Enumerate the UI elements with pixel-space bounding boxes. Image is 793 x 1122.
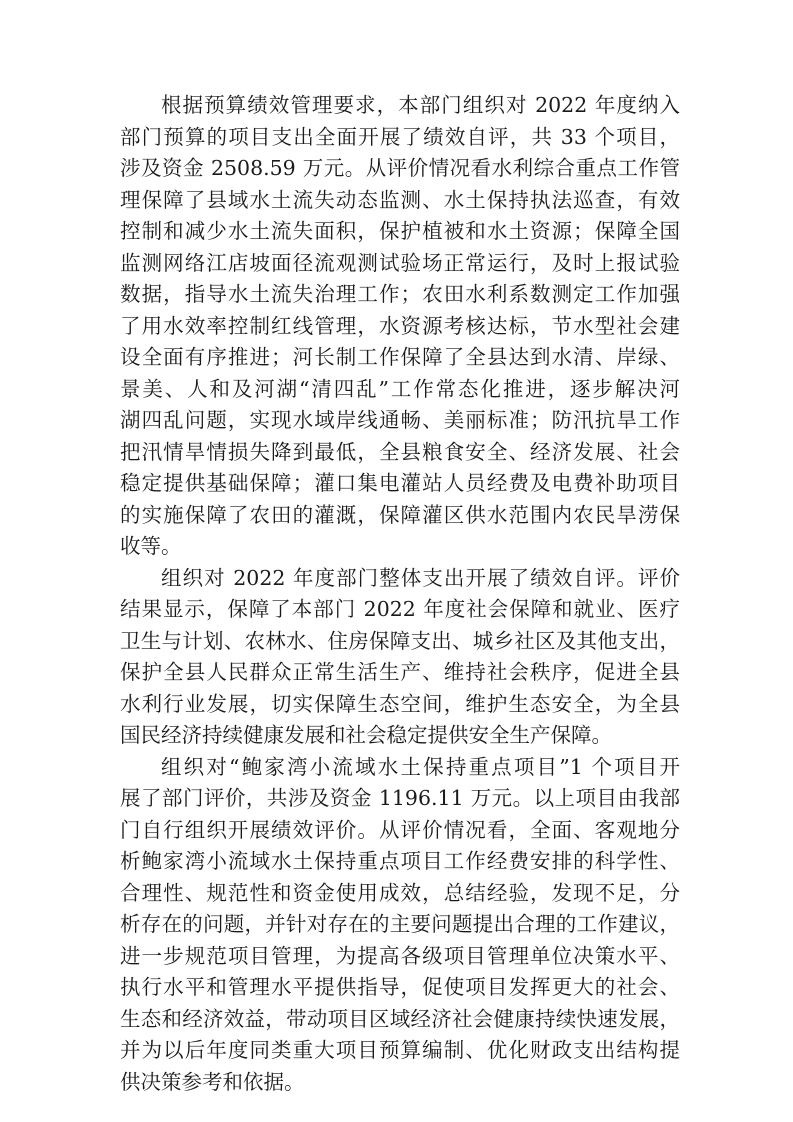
text-line: 门自行组织开展绩效评价。从评价情况看，全面、客观地分 bbox=[120, 817, 680, 842]
document-body bbox=[120, 90, 680, 1098]
text-line: 的实施保障了农田的灌溉，保障灌区供水范围内农民旱涝保 bbox=[120, 502, 680, 527]
text-line: 保护全县人民群众正常生活生产、维持社会秩序，促进全县 bbox=[120, 660, 680, 684]
text-line: 把汛情旱情损失降到最低，全县粮食安全、经济发展、社会 bbox=[120, 439, 680, 464]
text-line: 析存在的问题，并针对存在的主要问题提出合理的工作建议， bbox=[120, 912, 680, 936]
text-line: 理保障了县域水土流失动态监测、水土保持执法巡查，有效 bbox=[120, 187, 680, 212]
text-line: 涉及资金 2508.59 万元。从评价情况看水利综合重点工作管 bbox=[120, 156, 680, 180]
text-line: 合理性、规范性和资金使用成效，总结经验，发现不足，分 bbox=[120, 880, 680, 905]
text-line: 卫生与计划、农林水、住房保障支出、城乡社区及其他支出， bbox=[120, 628, 680, 653]
text-line: 景美、人和及河湖“清四乱”工作常态化推进，逐步解决河 bbox=[120, 376, 680, 401]
text-line: 组织对 2022 年度部门整体支出开展了绩效自评。评价 bbox=[161, 565, 680, 590]
text-line: 数据，指导水土流失治理工作；农田水利系数测定工作加强 bbox=[120, 282, 680, 306]
text-line: 稳定提供基础保障；灌口集电灌站人员经费及电费补助项目 bbox=[120, 471, 680, 495]
text-line: 组织对“鲍家湾小流域水土保持重点项目”1 个项目开 bbox=[161, 754, 680, 779]
text-line: 生态和经济效益，带动项目区域经济社会健康持续快速发展， bbox=[120, 1006, 680, 1031]
paragraph-overall-expenditure-evaluation bbox=[120, 563, 680, 752]
paragraph-key-project-evaluation bbox=[120, 752, 680, 1099]
text-line: 收等。 bbox=[120, 534, 182, 558]
text-line: 展了部门评价，共涉及资金 1196.11 万元。以上项目由我部 bbox=[120, 786, 680, 810]
text-line: 进一步规范项目管理，为提高各级项目管理单位决策水平、 bbox=[120, 943, 680, 968]
text-line: 水利行业发展，切实保障生态空间，维护生态安全，为全县 bbox=[120, 691, 680, 716]
text-line: 控制和减少水土流失面积，保护植被和水土资源；保障全国 bbox=[120, 219, 680, 243]
text-line: 设全面有序推进；河长制工作保障了全县达到水清、岸绿、 bbox=[120, 345, 680, 369]
paragraph-project-self-evaluation bbox=[120, 90, 680, 563]
text-line: 供决策参考和依据。 bbox=[120, 1069, 305, 1094]
text-line: 湖四乱问题，实现水域岸线通畅、美丽标准；防汛抗旱工作 bbox=[120, 408, 680, 432]
text-line: 执行水平和管理水平提供指导，促使项目发挥更大的社会、 bbox=[120, 975, 680, 999]
text-line: 部门预算的项目支出全面开展了绩效自评，共 33 个项目， bbox=[120, 124, 680, 149]
text-line: 并为以后年度同类重大项目预算编制、优化财政支出结构提 bbox=[120, 1038, 680, 1062]
text-line: 结果显示，保障了本部门 2022 年度社会保障和就业、医疗 bbox=[120, 597, 680, 621]
text-line: 监测网络江店坡面径流观测试验场正常运行，及时上报试验 bbox=[120, 250, 680, 275]
text-line: 了用水效率控制红线管理，水资源考核达标，节水型社会建 bbox=[120, 313, 680, 338]
text-line: 国民经济持续健康发展和社会稳定提供安全生产保障。 bbox=[120, 723, 612, 747]
text-line: 析鲍家湾小流域水土保持重点项目工作经费安排的科学性、 bbox=[120, 849, 680, 873]
text-line: 根据预算绩效管理要求，本部门组织对 2022 年度纳入 bbox=[161, 93, 680, 117]
